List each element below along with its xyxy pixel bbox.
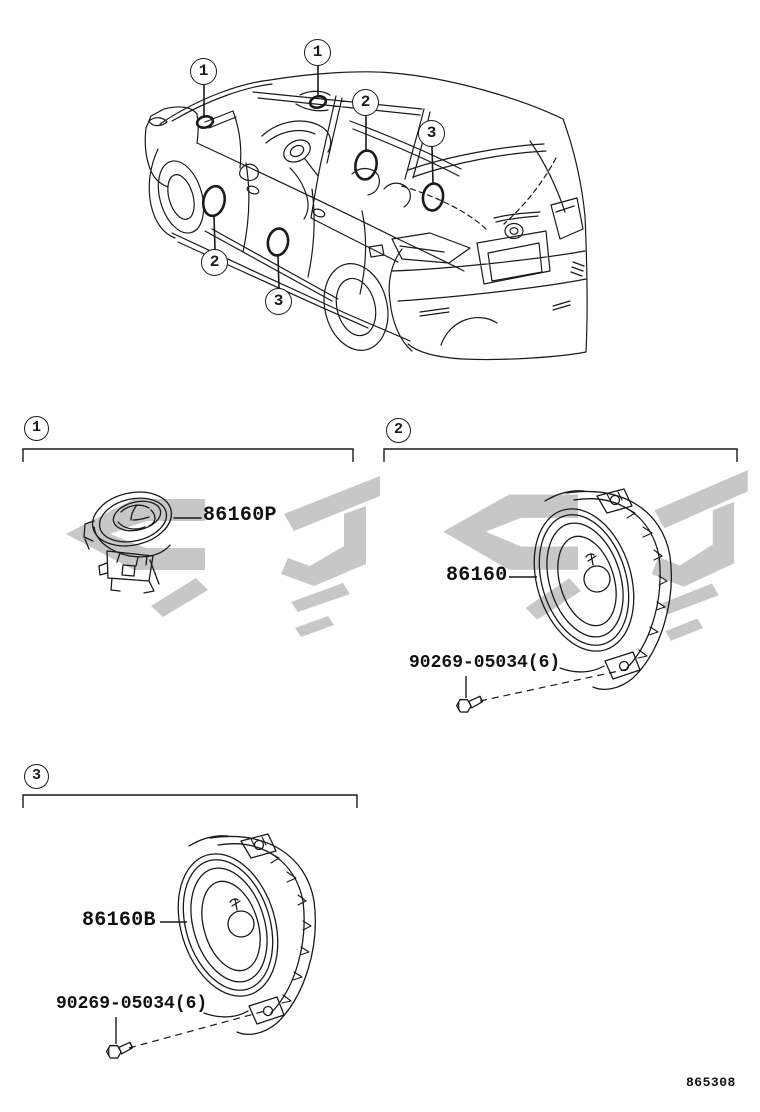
section-2-header-circle: 2: [386, 418, 411, 443]
car-callout-2-right: 2: [352, 89, 379, 116]
rear-speaker-drawing: [105, 834, 315, 1060]
car-callout-2-left: 2: [201, 249, 228, 276]
car-callout-3-right: 3: [418, 120, 445, 147]
car-callout-1-front-right: 1: [304, 39, 331, 66]
section-3-bracket: [23, 795, 357, 808]
part-number-90269-05034-section2: 90269-05034(6): [409, 653, 561, 673]
section-2-bracket: [384, 449, 737, 462]
car-callout-1-front-left: 1: [190, 58, 217, 85]
car-roof-and-rear: [160, 72, 587, 352]
section-3-header-circle: 3: [24, 764, 49, 789]
diagram-number: 865308: [686, 1075, 736, 1090]
part-number-86160B: 86160B: [82, 909, 156, 932]
screw-dashed-line: [480, 669, 628, 701]
car-rear-glass-dashed: [402, 158, 556, 229]
screw-dashed-line: [129, 1011, 265, 1048]
watermark-logo: [66, 470, 748, 641]
steering-wheel: [280, 136, 314, 167]
car-interior-lines: [205, 91, 461, 262]
part-number-86160P: 86160P: [203, 504, 277, 527]
speaker-location-ovals: [196, 95, 445, 257]
part-number-86160: 86160: [446, 564, 508, 587]
part-number-90269-05034-section3: 90269-05034(6): [56, 994, 208, 1014]
section-1-bracket: [23, 449, 353, 462]
screw-icon: [455, 694, 484, 714]
section-1-header-circle: 1: [24, 416, 49, 441]
screw-icon: [105, 1040, 134, 1060]
car-callout-3-left: 3: [265, 288, 292, 315]
